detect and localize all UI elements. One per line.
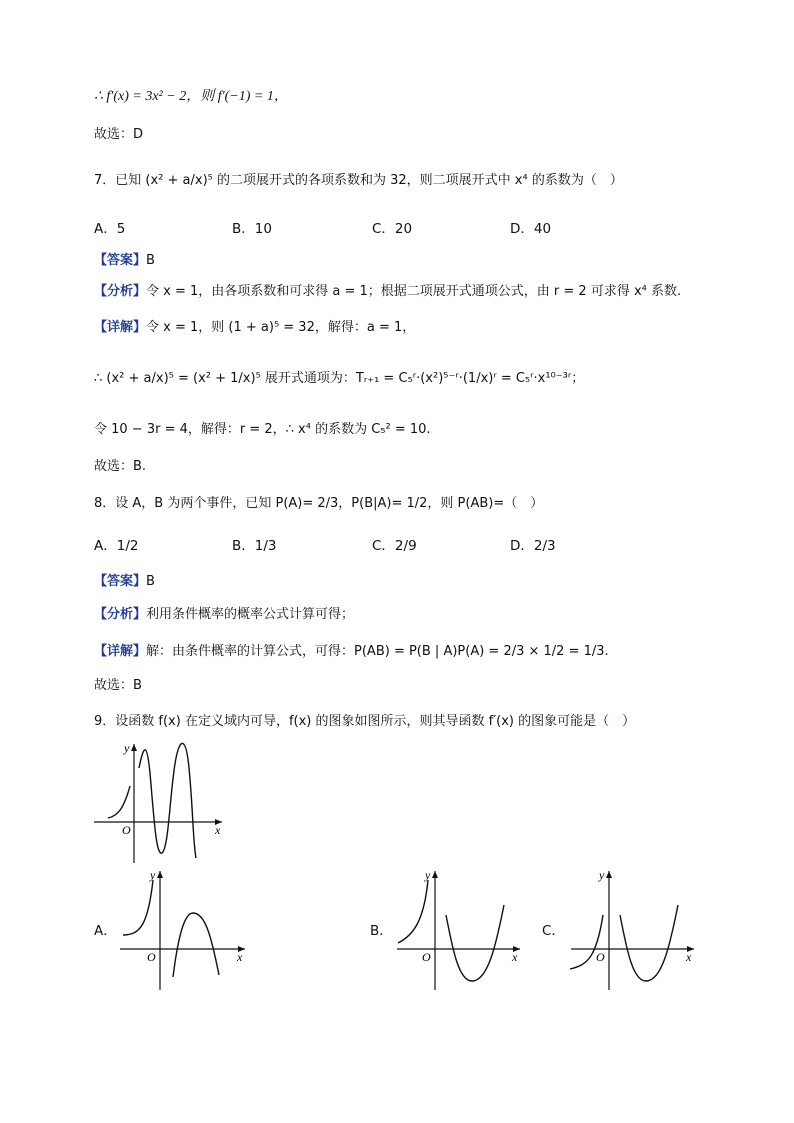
a-curve-right — [173, 913, 219, 977]
q7-detail-expansion: ∴ (x² + a/x)⁵ = (x² + 1/x)⁵ 展开式通项为：Tᵣ₊₁ = C₅ʳ·(x²)⁵⁻ʳ·(1/x)ʳ = C₅ʳ·x¹⁰⁻³ʳ； — [94, 371, 585, 386]
q7-analysis: 令 x = 1，由各项系数和可求得 a = 1；根据二项展开式通项公式，由 r = 2 可求得 x⁴ 系数. — [146, 284, 682, 299]
y-label: y — [150, 868, 156, 882]
q7-analysis-row — [94, 282, 681, 301]
answer-tag: 【答案】 — [94, 253, 147, 268]
option-b-graph — [392, 865, 532, 995]
x-label: x — [215, 823, 221, 837]
q6-selection: 故选：D — [94, 127, 144, 142]
c-curve-right — [620, 905, 678, 981]
q7-selection: 故选：B. — [94, 459, 147, 474]
derivative-result-line: ∴ f′(x) = 3x² − 2，则 f′(−1) = 1， — [94, 89, 288, 104]
q7-answer-row — [94, 251, 155, 270]
answer-tag: 【答案】 — [94, 574, 147, 589]
y-arrow-icon — [131, 744, 137, 751]
y-arrow-icon — [606, 871, 612, 878]
q7-detail: 令 x = 1，则 (1 + a)⁵ = 32，解得：a = 1， — [146, 320, 416, 335]
question-7-stem: 7．已知 (x² + a/x)⁵ 的二项展开式的各项系数和为 32，则二项展开式中 x⁴ 的系数为（ ） — [94, 173, 623, 188]
y-label: y — [599, 868, 605, 882]
y-arrow-icon — [432, 871, 438, 878]
origin-label: O — [596, 950, 605, 964]
x-label: x — [686, 950, 692, 964]
f-graph — [94, 738, 234, 868]
origin-label: O — [122, 823, 131, 837]
q8-option-d[interactable]: D．2/3 — [510, 538, 556, 554]
q8-answer: B — [146, 574, 155, 589]
q9-option-a[interactable]: A． — [94, 923, 117, 939]
origin-label: O — [422, 950, 431, 964]
f-curve-right — [139, 743, 196, 858]
q8-option-c[interactable]: C．2/9 — [372, 538, 417, 554]
question-9-stem: 9．设函数 f(x) 在定义域内可导，f(x) 的图象如图所示，则其导函数 f′(x) 的图象可能是（ ） — [94, 714, 636, 729]
analysis-tag: 【分析】 — [94, 284, 147, 299]
option-c-graph — [566, 865, 706, 995]
origin-label: O — [147, 950, 156, 964]
q8-selection: 故选：B — [94, 678, 142, 693]
q8-option-a[interactable]: A．1/2 — [94, 538, 139, 554]
q8-analysis: 利用条件概率的概率公式计算可得； — [146, 607, 355, 622]
a-curve-left — [123, 880, 153, 935]
q7-option-d[interactable]: D．40 — [510, 221, 552, 237]
q7-option-b[interactable]: B．10 — [232, 221, 272, 237]
analysis-tag: 【分析】 — [94, 607, 147, 622]
detail-tag: 【详解】 — [94, 320, 147, 335]
q8-detail: 解：由条件概率的计算公式，可得：P(AB) = P(B | A)P(A) = 2/3 × 1/2 = 1/3. — [146, 644, 609, 659]
q8-option-b[interactable]: B．1/3 — [232, 538, 277, 554]
y-label: y — [124, 741, 130, 755]
q8-analysis-row — [94, 605, 354, 624]
f-curve-left — [108, 786, 130, 818]
q7-option-a[interactable]: A．5 — [94, 221, 126, 237]
x-label: x — [237, 950, 243, 964]
b-curve-left — [398, 880, 428, 943]
q9-option-c[interactable]: C． — [542, 923, 565, 939]
option-a-graph — [115, 865, 255, 995]
b-curve-right — [446, 905, 504, 981]
q8-answer-row — [94, 572, 155, 591]
q7-detail-coefficient: 令 10 − 3r = 4，解得：r = 2，∴ x⁴ 的系数为 C₅² = 10. — [94, 422, 431, 437]
q7-option-c[interactable]: C．20 — [372, 221, 413, 237]
y-arrow-icon — [157, 871, 163, 878]
x-label: x — [512, 950, 518, 964]
q9-option-b[interactable]: B． — [370, 923, 393, 939]
q8-detail-row — [94, 642, 609, 661]
q7-answer: B — [146, 253, 155, 268]
q7-detail-row — [94, 318, 415, 337]
question-8-stem: 8．设 A，B 为两个事件，已知 P(A)= 2/3，P(B|A)= 1/2，则 P(AB)=（ ） — [94, 496, 544, 511]
detail-tag: 【详解】 — [94, 644, 147, 659]
y-label: y — [425, 868, 431, 882]
